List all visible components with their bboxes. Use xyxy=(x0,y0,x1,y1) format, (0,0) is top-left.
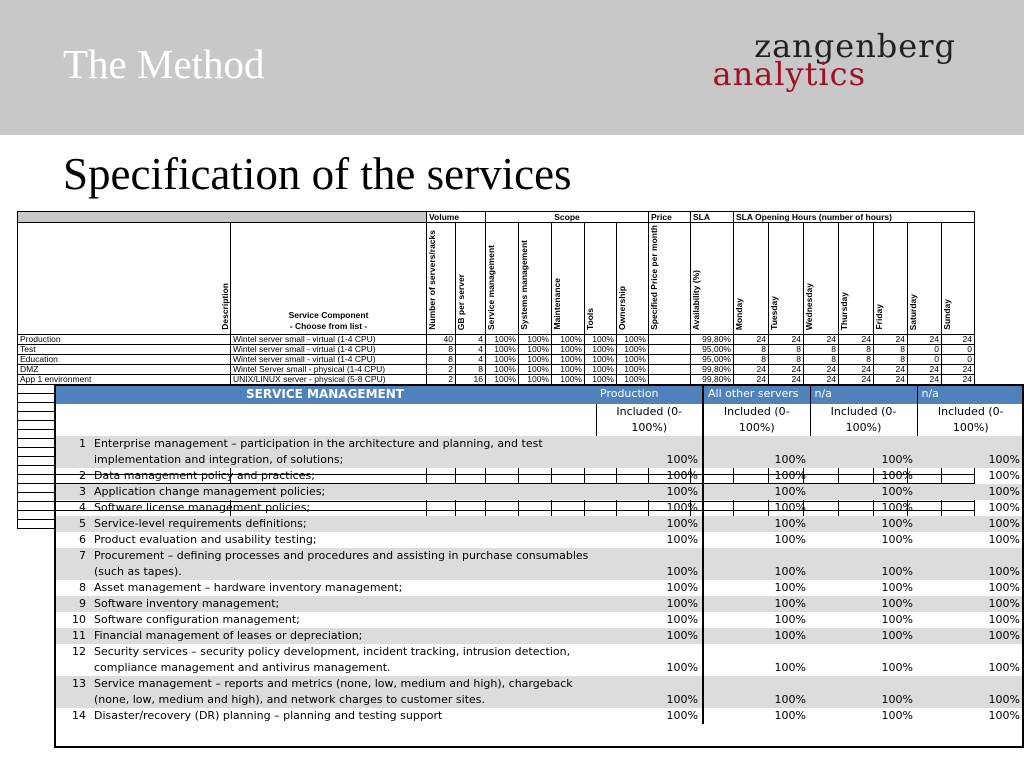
service-row-value: 100% xyxy=(703,628,810,644)
row-gb: 4 xyxy=(456,354,486,364)
header-saturday: Saturday xyxy=(908,223,942,335)
row-hours-day: 24 xyxy=(804,334,839,344)
row-hours-day: 24 xyxy=(874,364,908,374)
row-s2: 100% xyxy=(519,374,552,384)
service-row-value: 100% xyxy=(881,661,913,674)
service-row-value: 100% xyxy=(810,516,917,532)
row-hours-day: 24 xyxy=(839,334,874,344)
group-spacer xyxy=(18,212,427,223)
header-monday: Monday xyxy=(734,223,769,335)
service-row-value: 100% xyxy=(881,613,913,626)
service-row-value: 100% xyxy=(596,676,703,708)
header-systems-mgmt: Systems management xyxy=(519,223,552,335)
service-row-number: 10 xyxy=(72,613,86,626)
included-header-all-other: Included (0-100%) xyxy=(703,404,810,436)
row-hours-day: 24 xyxy=(908,334,942,344)
service-row-value: 100% xyxy=(810,484,917,500)
row-hours-day: 8 xyxy=(839,344,874,354)
row-hours-day: 24 xyxy=(942,334,975,344)
row-hours-day: 8 xyxy=(769,344,804,354)
service-row-value: 100% xyxy=(810,548,917,580)
service-row-number: 9 xyxy=(54,596,90,612)
row-servers: 40 xyxy=(427,334,456,344)
row-service-component: Wintel Server small - physical (1-4 CPU) xyxy=(231,364,427,374)
service-row-value: 100% xyxy=(881,469,913,482)
header-tuesday: Tuesday xyxy=(769,223,804,335)
service-row xyxy=(54,516,1024,532)
row-service-component: Wintel server small - virtual (1-4 CPU) xyxy=(231,354,427,364)
row-hours-day: 8 xyxy=(804,344,839,354)
service-row-value: 100% xyxy=(703,468,810,484)
service-row-value: 100% xyxy=(703,676,810,708)
service-row-value: 100% xyxy=(988,469,1020,482)
group-header-row xyxy=(18,212,975,223)
row-service-component: Wintel server small - virtual (1-4 CPU) xyxy=(231,344,427,354)
header-gb: GB per server xyxy=(456,223,486,335)
service-row-value: 100% xyxy=(988,613,1020,626)
service-row-value: 100% xyxy=(703,596,810,612)
row-gb: 8 xyxy=(456,364,486,374)
row-s5: 100% xyxy=(617,364,649,374)
service-row-number: 6 xyxy=(79,533,86,546)
service-row-value: 100% xyxy=(596,548,703,580)
group-sla: SLA xyxy=(691,212,734,223)
service-row-description: Software inventory management; xyxy=(90,596,596,612)
row-servers: 2 xyxy=(427,364,456,374)
row-hours-day: 24 xyxy=(942,364,975,374)
row-price xyxy=(649,354,691,364)
service-row xyxy=(54,484,1024,500)
row-s5: 100% xyxy=(617,374,649,384)
service-row xyxy=(54,644,1024,676)
service-row-number: 5 xyxy=(54,516,90,532)
service-row-value: 100% xyxy=(988,533,1020,546)
row-s4: 100% xyxy=(585,334,617,344)
service-row-value: 100% xyxy=(666,533,698,546)
row-s3: 100% xyxy=(552,374,585,384)
column-header-row xyxy=(18,223,975,335)
group-scope: Scope xyxy=(486,212,649,223)
row-hours-day: 24 xyxy=(874,374,908,384)
service-row xyxy=(54,532,1024,548)
header-service-component: Service Component - Choose from list - xyxy=(231,223,427,335)
service-row-value: 100% xyxy=(703,500,810,516)
row-hours-day: 24 xyxy=(734,364,769,374)
included-header-na-2: Included (0-100%) xyxy=(917,404,1024,436)
row-description: App 1 environment xyxy=(18,374,231,384)
header-sunday: Sunday xyxy=(942,223,975,335)
service-row-value: 100% xyxy=(988,501,1020,514)
slide-section-title: The Method xyxy=(63,41,265,87)
row-s4: 100% xyxy=(585,364,617,374)
included-header-production: Included (0-100%) xyxy=(596,404,703,436)
service-row-description: Application change management policies; xyxy=(90,484,596,500)
row-description: Production xyxy=(18,334,231,344)
service-row-description: Disaster/recovery (DR) planning – planning and testing support xyxy=(94,709,443,722)
service-row-description: Procurement – defining processes and procedures and assisting in purchase consumables (such as tapes). xyxy=(90,548,596,580)
title-banner xyxy=(0,0,1024,135)
row-s1: 100% xyxy=(486,354,519,364)
row-hours-day: 24 xyxy=(769,334,804,344)
service-row-value: 100% xyxy=(881,533,913,546)
header-description: Description xyxy=(18,223,231,335)
header-ownership: Ownership xyxy=(617,223,649,335)
service-row-value: 100% xyxy=(917,676,1024,708)
included-header-spacer xyxy=(54,404,596,436)
row-hours-day: 24 xyxy=(804,364,839,374)
col-header-production: Production xyxy=(596,384,703,404)
spreadsheet-row xyxy=(18,334,975,344)
service-row-number: 13 xyxy=(54,676,90,708)
service-row-value: 100% xyxy=(881,581,913,594)
service-row xyxy=(54,708,1024,724)
service-row xyxy=(54,612,1024,628)
col-header-na-1: n/a xyxy=(810,384,917,404)
service-row-value: 100% xyxy=(666,469,698,482)
row-hours-day: 8 xyxy=(734,354,769,364)
row-servers: 8 xyxy=(427,344,456,354)
service-row-number: 12 xyxy=(72,645,86,658)
service-row-value: 100% xyxy=(988,709,1020,722)
row-hours-day: 8 xyxy=(874,354,908,364)
service-row-value: 100% xyxy=(703,532,810,548)
service-row-value: 100% xyxy=(988,661,1020,674)
header-price: Specified Price per month xyxy=(649,223,691,335)
row-s4: 100% xyxy=(585,374,617,384)
row-hours-day: 24 xyxy=(734,334,769,344)
service-row xyxy=(54,436,1024,468)
row-avail: 95,00% xyxy=(691,344,734,354)
service-row-value: 100% xyxy=(917,548,1024,580)
row-s5: 100% xyxy=(617,334,649,344)
service-row-value: 100% xyxy=(596,484,703,500)
service-row-value: 100% xyxy=(596,628,703,644)
service-row-description: Service management – reports and metrics (none, low, medium and high), chargeback (none, low, medium and high), and network charges to customer sites. xyxy=(90,676,596,708)
row-s2: 100% xyxy=(519,334,552,344)
spreadsheet-row xyxy=(18,364,975,374)
included-header-row xyxy=(54,404,1024,436)
service-row xyxy=(54,580,1024,596)
row-s2: 100% xyxy=(519,364,552,374)
service-row-value: 100% xyxy=(666,501,698,514)
service-management-header-row xyxy=(54,384,1024,404)
service-row-number: 3 xyxy=(54,484,90,500)
row-hours-day: 8 xyxy=(874,344,908,354)
service-row-description: Asset management – hardware inventory management; xyxy=(94,581,403,594)
service-row-value: 100% xyxy=(881,709,913,722)
row-avail: 99,80% xyxy=(691,364,734,374)
service-row-value: 100% xyxy=(596,516,703,532)
service-row-number: 11 xyxy=(54,628,90,644)
service-row-number: 8 xyxy=(79,581,86,594)
row-hours-day: 0 xyxy=(908,344,942,354)
row-s1: 100% xyxy=(486,344,519,354)
service-row-number: 1 xyxy=(54,436,90,468)
row-s1: 100% xyxy=(486,334,519,344)
service-row-value: 100% xyxy=(810,628,917,644)
row-s5: 100% xyxy=(617,354,649,364)
row-s2: 100% xyxy=(519,344,552,354)
row-service-component: Wintel server small - virtual (1-4 CPU) xyxy=(231,334,427,344)
service-row-description: Product evaluation and usability testing; xyxy=(94,533,317,546)
row-s1: 100% xyxy=(486,364,519,374)
row-s4: 100% xyxy=(585,344,617,354)
row-service-component: UNIX/LINUX server - physical (5-8 CPU) xyxy=(231,374,427,384)
row-avail: 99,80% xyxy=(691,334,734,344)
service-row-value: 100% xyxy=(703,548,810,580)
header-servers: Number of servers/racks xyxy=(427,223,456,335)
row-s3: 100% xyxy=(552,364,585,374)
logo-word-analytics: analytics xyxy=(712,55,866,93)
row-hours-day: 24 xyxy=(734,374,769,384)
row-hours-day: 8 xyxy=(769,354,804,364)
service-row xyxy=(54,548,1024,580)
service-management-table-panel xyxy=(54,384,1024,724)
group-opening-hours: SLA Opening Hours (number of hours) xyxy=(734,212,975,223)
row-hours-day: 8 xyxy=(804,354,839,364)
service-row xyxy=(54,500,1024,516)
spreadsheet-row xyxy=(18,344,975,354)
service-row-value: 100% xyxy=(917,628,1024,644)
service-row-number: 2 xyxy=(79,469,86,482)
service-row-number: 7 xyxy=(54,548,90,580)
row-avail: 95,00% xyxy=(691,354,734,364)
row-s2: 100% xyxy=(519,354,552,364)
service-row-description: Data management policy and practices; xyxy=(94,469,315,482)
logo-word-zangenberg: zangenberg xyxy=(754,27,956,65)
row-hours-day: 8 xyxy=(839,354,874,364)
row-s4: 100% xyxy=(585,354,617,364)
row-hours-day: 0 xyxy=(942,354,975,364)
row-hours-day: 24 xyxy=(942,374,975,384)
service-row-number: 14 xyxy=(72,709,86,722)
service-management-title: SERVICE MANAGEMENT xyxy=(54,384,596,404)
row-gb: 4 xyxy=(456,334,486,344)
col-header-all-other-servers: All other servers xyxy=(703,384,810,404)
row-avail: 99,80% xyxy=(691,374,734,384)
service-row-value: 100% xyxy=(596,436,703,468)
service-row-description: Enterprise management – participation in the architecture and planning, and test implementation and integration, of solutions; xyxy=(90,436,596,468)
service-row-value: 100% xyxy=(703,436,810,468)
row-hours-day: 0 xyxy=(908,354,942,364)
row-hours-day: 24 xyxy=(769,374,804,384)
service-row-value: 100% xyxy=(666,661,698,674)
service-row-value: 100% xyxy=(666,709,698,722)
row-s3: 100% xyxy=(552,344,585,354)
service-row-value: 100% xyxy=(703,612,810,628)
service-row-value: 100% xyxy=(917,436,1024,468)
service-row xyxy=(54,468,1024,484)
row-hours-day: 24 xyxy=(874,334,908,344)
row-s1: 100% xyxy=(486,374,519,384)
row-s3: 100% xyxy=(552,354,585,364)
service-row-value: 100% xyxy=(917,516,1024,532)
row-price xyxy=(649,364,691,374)
service-row-value: 100% xyxy=(703,484,810,500)
service-row-value: 100% xyxy=(917,596,1024,612)
row-hours-day: 24 xyxy=(908,364,942,374)
service-row-value: 100% xyxy=(988,581,1020,594)
row-hours-day: 24 xyxy=(839,374,874,384)
spreadsheet-row xyxy=(18,354,975,364)
header-thursday: Thursday xyxy=(839,223,874,335)
spreadsheet-row xyxy=(18,374,975,384)
service-row-description: Security services – security policy development, incident tracking, intrusion detection, compliance management and antivirus management. xyxy=(94,645,571,674)
row-price xyxy=(649,334,691,344)
row-servers: 2 xyxy=(427,374,456,384)
service-row-value: 100% xyxy=(881,501,913,514)
row-servers: 8 xyxy=(427,354,456,364)
header-wednesday: Wednesday xyxy=(804,223,839,335)
header-service-mgmt: Service management xyxy=(486,223,519,335)
service-row-value: 100% xyxy=(703,644,810,676)
service-row-description: Software license management policies; xyxy=(94,501,311,514)
service-row-description: Software configuration management; xyxy=(94,613,300,626)
service-row-value: 100% xyxy=(703,708,810,724)
group-price: Price xyxy=(649,212,691,223)
service-row-description: Service-level requirements definitions; xyxy=(90,516,596,532)
service-row-value: 100% xyxy=(917,484,1024,500)
service-row xyxy=(54,676,1024,708)
service-row-value: 100% xyxy=(666,613,698,626)
row-hours-day: 24 xyxy=(839,364,874,374)
header-maintenance: Maintenance xyxy=(552,223,585,335)
row-hours-day: 8 xyxy=(734,344,769,354)
row-description: DMZ xyxy=(18,364,231,374)
row-price xyxy=(649,344,691,354)
row-gb: 16 xyxy=(456,374,486,384)
row-s3: 100% xyxy=(552,334,585,344)
service-row-number: 4 xyxy=(79,501,86,514)
service-row-value: 100% xyxy=(703,516,810,532)
header-availability: Availability (%) xyxy=(691,223,734,335)
row-hours-day: 24 xyxy=(804,374,839,384)
service-row-value: 100% xyxy=(666,581,698,594)
row-hours-day: 0 xyxy=(942,344,975,354)
service-row-value: 100% xyxy=(810,676,917,708)
service-management-table xyxy=(54,384,1024,724)
service-row xyxy=(54,628,1024,644)
row-description: Education xyxy=(18,354,231,364)
row-description: Test xyxy=(18,344,231,354)
slide-heading: Specification of the services xyxy=(63,149,572,199)
service-row-value: 100% xyxy=(810,436,917,468)
row-hours-day: 24 xyxy=(908,374,942,384)
service-row-value: 100% xyxy=(810,596,917,612)
header-tools: Tools xyxy=(585,223,617,335)
service-row-value: 100% xyxy=(596,596,703,612)
header-friday: Friday xyxy=(874,223,908,335)
service-row-value: 100% xyxy=(703,580,810,596)
col-header-na-2: n/a xyxy=(917,384,1024,404)
group-volume: Volume xyxy=(427,212,486,223)
row-gb: 4 xyxy=(456,344,486,354)
service-row-description: Financial management of leases or depreciation; xyxy=(90,628,596,644)
included-header-na-1: Included (0-100%) xyxy=(810,404,917,436)
row-s5: 100% xyxy=(617,344,649,354)
service-management-body xyxy=(54,436,1024,724)
service-row xyxy=(54,596,1024,612)
row-hours-day: 24 xyxy=(769,364,804,374)
row-price xyxy=(649,374,691,384)
company-logo xyxy=(700,27,1000,100)
